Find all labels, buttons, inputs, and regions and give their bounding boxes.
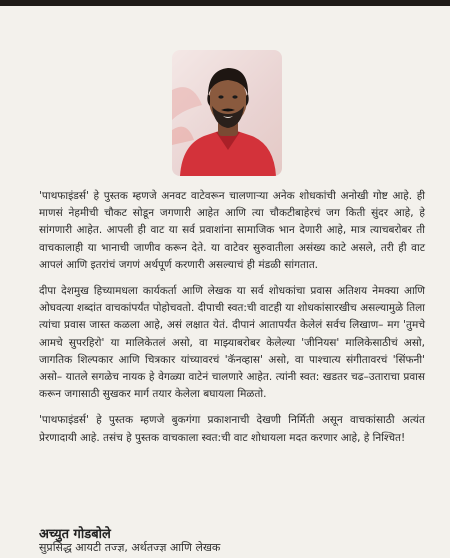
author-role: सुप्रसिद्ध आयटी तज्ज्ञ, अर्थतज्ज्ञ आणि लेखक	[39, 541, 221, 554]
author-name: अच्युत गोडबोले	[39, 527, 111, 542]
paragraph-2: दीपा देशमुख हिच्यामधला कार्यकर्ता आणि लेखक या सर्व शोधकांचा प्रवास अतिशय नेमक्या आणि ओघवत्या शब्दांत वाचकांपर्यंत पोहोचवतो. दीपाची स्वत:ची वाटही या शोधकांसारखीच असल्यामुळे तिला त्यांचा प्रवास जास्त कळला आहे, असं लक्षात येतं. दीपानं आतापर्यंत केलेलं सर्वच लिखाण– मग 'तुमचे आमचे सुपरहिरो' या मालिकेतलं असो, वा माझ्याबरोबर केलेल्या 'जीनियस' मालिकेसाठीचं असो, जागतिक शिल्पकार आणि चित्रकार यांच्यावरचं 'कॅनव्हास' असो, वा पाश्चात्य संगीतावरचं 'सिंफनी' असो– यातले सगळेच नायक हे वेगळ्या वाटेनं चालणारे आहेत. त्यांनी स्वत: खडतर चढ–उताराचा प्रवास करून जगासाठी सुखकर मार्ग तयार केलेला बघायला मिळतो.	[39, 285, 425, 401]
paragraph-3: 'पाथफाइंडर्स' हे पुस्तक म्हणजे बुकगंगा प्रकाशनाची देखणी निर्मिती असून वाचकांसाठी अत्यंत प्रेरणादायी आहे. तसंच हे पुस्तक वाचकाला स्वत:ची वाट शोधायला मदत करणार आहे, हे निश्चित!	[39, 414, 425, 444]
author-portrait-illustration	[172, 50, 282, 176]
paragraph-1: 'पाथफाइंडर्स' हे पुस्तक म्हणजे अनवट वाटेवरून चालणाऱ्या अनेक शोधकांची अनोखी गोष्ट आहे. ही माणसं नेहमीची चौकट सोडून जगणारी आहेत आणि त्या चौकटीबाहेरचं जग किती सुंदर आहे, हे सांगणारी आहेत. आपली ही वाट या सर्व प्रवाशांना सामाजिक भान देणारी आहे, मात्र त्याचबरोबर ती वाचकालाही या भानाची जाणीव करून देते. या वाटेवर सुरुवातीला असंख्य काटे असले, तरी ही वाट आपलं आणि इतरांचं जगणं अर्थपूर्ण करणारी असल्याचं ही मंडळी सांगतात.	[39, 190, 425, 271]
author-photo	[172, 50, 282, 176]
top-edge-bar	[0, 0, 450, 6]
back-cover-text	[39, 188, 425, 456]
